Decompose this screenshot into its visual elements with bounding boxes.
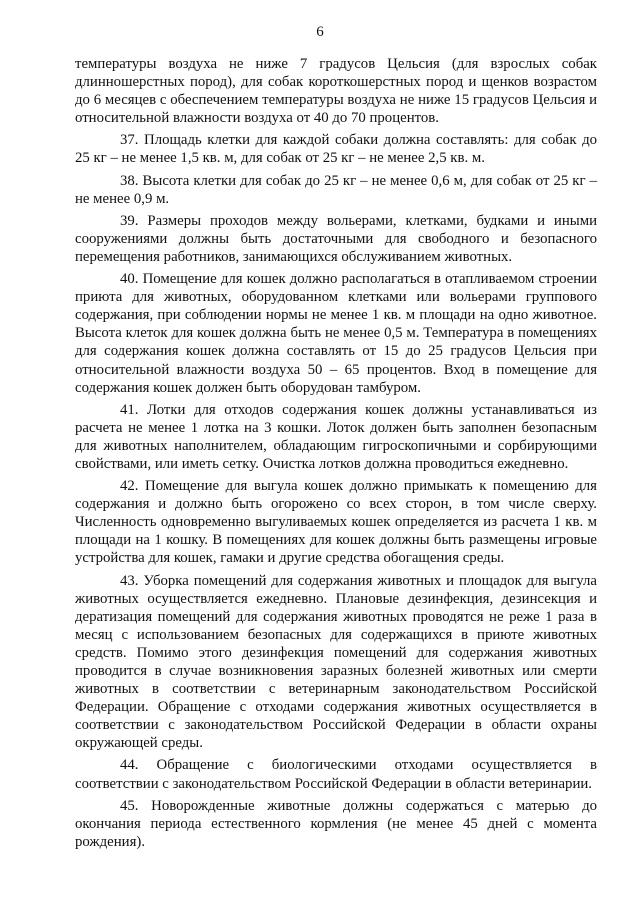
paragraph-43: 43. Уборка помещений для содержания животных и площадок для выгула животных осуществляется ежедневно. Плановые дезинфекция, дезинсекция и дератизация помещений для содержания животных проводятся не реже 1 раза в месяц с использованием безопасных для содержащихся в приюте животных средств. Помимо этого дезинфекция помещений для содержания животных проводится в случае возникновения заразных болезней животных или смерти животных в соответствии с ветеринарным законодательством Российской Федерации. Обращение с отходами содержания животных осуществляется в соответствии с законодательством Российской Федерации в области охраны окружающей среды. xyxy=(75,572,597,752)
document-text xyxy=(75,55,597,855)
paragraph-38: 38. Высота клетки для собак до 25 кг – не менее 0,6 м, для собак от 25 кг – не менее 0,9 м. xyxy=(75,172,597,207)
paragraph-40: 40. Помещение для кошек должно располагаться в отапливаемом строении приюта для животных, оборудованном клетками или вольерами группового содержания, при соблюдении нормы не менее 1 кв. м площади на одно животное. Высота клеток для кошек должна быть не менее 0,5 м. Температура в помещениях для содержания кошек должна составлять от 15 до 25 градусов Цельсия при относительной влажности воздуха 50 – 65 процентов. Вход в помещение для содержания кошек должен быть оборудован тамбуром. xyxy=(75,271,597,396)
paragraph-continuation: температуры воздуха не ниже 7 градусов Цельсия (для взрослых собак длинношерстных пород), для собак короткошерстных пород и щенков возрастом до 6 месяцев с обеспечением температуры воздуха не ниже 15 градусов Цельсия и относительной влажности воздуха от 40 до 70 процентов. xyxy=(75,56,597,127)
paragraph-41: 41. Лотки для отходов содержания кошек должны устанавливаться из расчета не менее 1 лотка на 3 кошки. Лоток должен быть заполнен безопасным для животных наполнителем, обладающим гигроскопичными и сорбирующими свойствами, или иметь сетку. Очистка лотков должна проводиться ежедневно. xyxy=(75,401,597,472)
paragraph-44: 44. Обращение с биологическими отходами осуществляется в соответствии с законодательством Российской Федерации в области ветеринарии. xyxy=(75,757,597,792)
page-number: 6 xyxy=(316,24,324,40)
paragraph-37: 37. Площадь клетки для каждой собаки должна составлять: для собак до 25 кг – не менее 1,5 кв. м, для собак от 25 кг – не менее 2,5 кв. м. xyxy=(75,132,597,167)
paragraph-45: 45. Новорожденные животные должны содержаться с матерью до окончания периода естественного кормления (не менее 45 дней с момента рождения). xyxy=(75,797,597,850)
paragraph-42: 42. Помещение для выгула кошек должно примыкать к помещению для содержания и должно быть огорожено со всех сторон, в том числе сверху. Численность одновременно выгуливаемых кошек определяется из расчета 1 кв. м площади на 1 кошку. В помещениях для кошек должны быть размещены игровые устройства для кошек, гамаки и другие средства обогащения среды. xyxy=(75,478,597,567)
paragraph-39: 39. Размеры проходов между вольерами, клетками, будками и иными сооружениями должны быть достаточными для свободного и безопасного перемещения работников, занимающихся обслуживанием животных. xyxy=(75,212,597,265)
